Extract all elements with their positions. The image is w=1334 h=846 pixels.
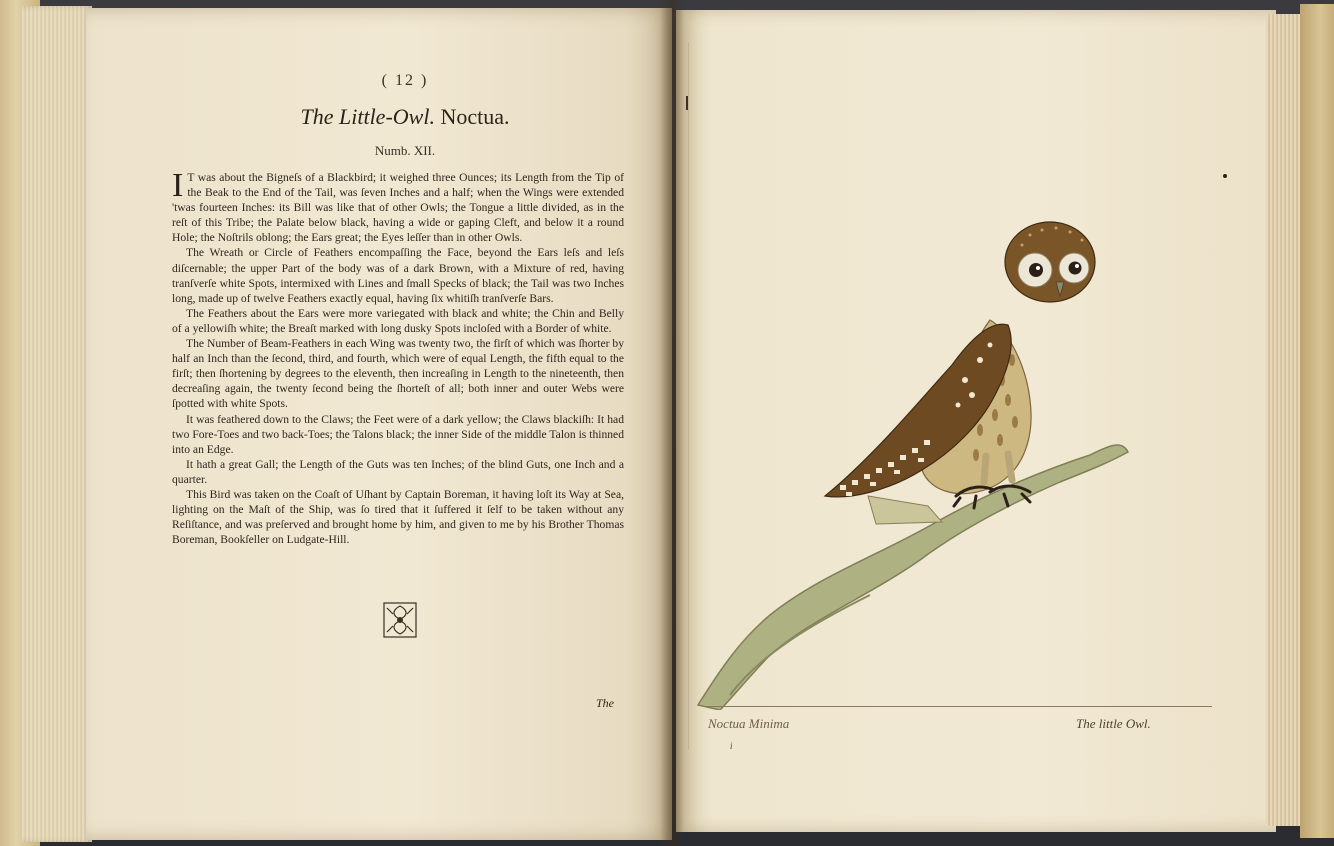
owl-eye-left bbox=[1029, 263, 1043, 277]
paragraph: The Wreath or Circle of Feathers encompaſſing the Face, beyond the Ears leſs and leſs diſcernable; the upper Part of the body was of a dark Brown, with a Mixture of red, having tranſverſe white Spots, intermixed with Lines and ſmall Specks of black; the Tail was two Inches long, made up of twelve Feathers exactly equal, having ſix whitiſh tranſverſe Bars. bbox=[172, 246, 624, 305]
drop-cap: I bbox=[172, 167, 184, 204]
book-gutter bbox=[660, 0, 684, 846]
owl-eye-right bbox=[1069, 262, 1082, 275]
plate-subtitle: Numb. XII. bbox=[374, 143, 436, 158]
printers-ornament-icon bbox=[383, 602, 417, 638]
little-owl-illustration bbox=[690, 200, 1170, 710]
title-english: The Little-Owl. bbox=[300, 104, 435, 129]
paragraph: The Feathers about the Ears were more variegated with black and white; the Chin and Belly of a yellowiſh white; the Breaſt marked with long dusky Spots incloſed with a Border of white. bbox=[172, 306, 624, 335]
paragraph: It was feathered down to the Claws; the Feet were of a dark yellow; the Claws blackiſh: It had two Fore-Toes and two back-Toes; the Talons black; the inner Side of the middle Talon is thinned into an Edge. bbox=[172, 412, 624, 456]
page-number: ( 12 ) bbox=[381, 72, 429, 89]
left-page-stack bbox=[22, 6, 92, 842]
owl-tail bbox=[868, 496, 942, 524]
plate-caption-english: The little Owl. bbox=[1076, 716, 1151, 731]
plate-number: i bbox=[730, 741, 733, 751]
ink-dot bbox=[1223, 174, 1227, 178]
plate-caption-latin: Noctua Minima bbox=[708, 716, 790, 731]
paragraph: The Number of Beam-Feathers in each Wing was twenty two, the firſt of which was ſhorter by half an Inch than the ſecond, third, and fourth, which were of equal Length, the fifth equal to the firſt; then ſhortening by degrees to the eleventh, then increaſing in Length to the nineteenth, then decreaſing again, the twenty ſecond being the ſhorteſt of all; both inner and outer Webs were ſpotted with white Spots. bbox=[172, 337, 624, 411]
ink-mark bbox=[686, 96, 688, 110]
page-title bbox=[240, 104, 570, 130]
right-cover-edge bbox=[1300, 4, 1334, 838]
paragraph: It hath a great Gall; the Length of the Guts was ten Inches; of the blind Guts, one Inch and a quarter. bbox=[172, 457, 624, 486]
title-latin: Noctua. bbox=[440, 104, 510, 129]
paragraph: This Bird was taken on the Coaſt of Uſhant by Captain Boreman, it having loſt its Way at Sea, lighting on the Maſt of the Ship, was ſo tired that it ſuffered it ſelf to be taken without any Reſiſtance, and was preſerved and brought home by him, and given to me by his Brother Thomas Boreman, Bookſeller on Ludgate-Hill. bbox=[172, 487, 624, 547]
body-text bbox=[172, 167, 624, 547]
branch bbox=[698, 445, 1128, 710]
plate-caption-rule bbox=[704, 706, 1212, 707]
catchword: The bbox=[596, 696, 614, 710]
paragraph: I T was about the Bigneſs of a Blackbird; it weighed three Ounces; its Length from the Tip of the Beak to the End of the Tail, was ſeven Inches and a half; when the Wings were extended 'twas fourteen Inches: its Bill was like that of other Owls; the Tongue a little divided, as in the reſt of this Tribe; the Palate below black, having a wide or gaping Cleft, and below it a round Hole; the Noſtrils oblong; the Ears great; the Eyes leſſer than in other Owls. bbox=[172, 167, 624, 245]
